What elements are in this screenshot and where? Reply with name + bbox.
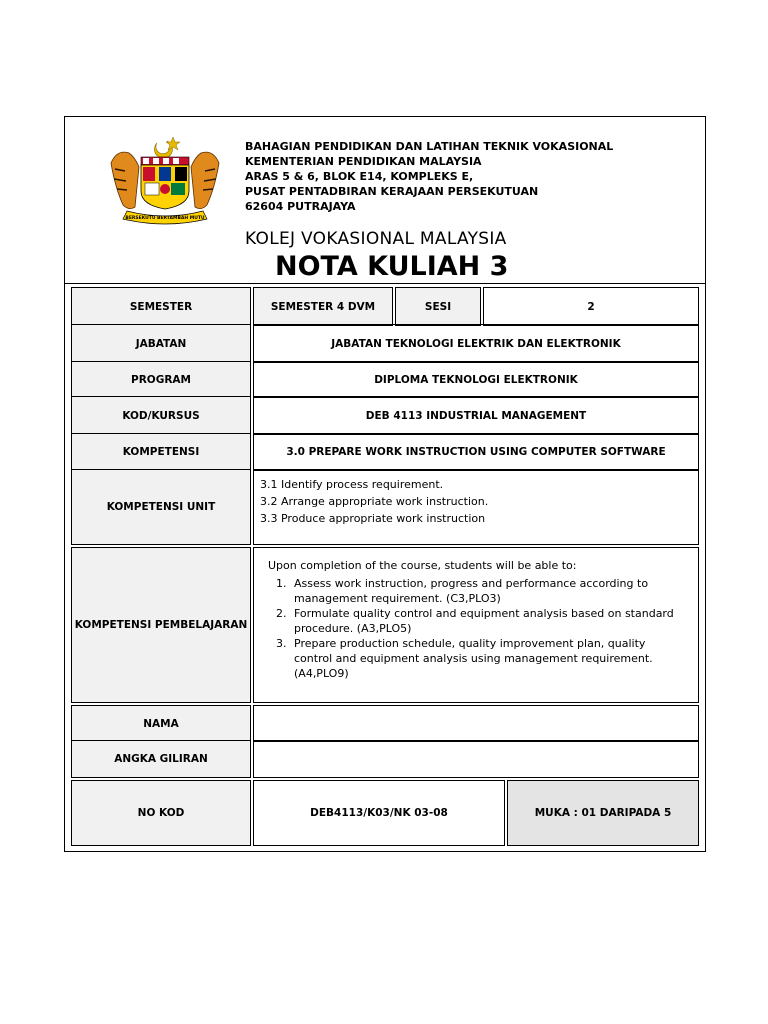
kompetensi-unit-label: KOMPETENSI UNIT <box>71 469 251 545</box>
learning-intro: Upon completion of the course, students will be able to: <box>268 559 577 572</box>
angka-giliran-field <box>253 740 699 778</box>
jabatan-label: JABATAN <box>71 324 251 363</box>
jabatan-row <box>65 324 705 363</box>
kompetensi-unit-row <box>65 469 705 545</box>
sesi-label: SESI <box>395 287 481 326</box>
kompetensi-value: 3.0 PREPARE WORK INSTRUCTION USING COMPUTER SOFTWARE <box>253 433 699 471</box>
no-kod-label: NO KOD <box>71 780 251 846</box>
address-line: KEMENTERIAN PENDIDIKAN MALAYSIA <box>245 155 482 168</box>
learning-outcome-list <box>268 576 682 681</box>
document-header <box>65 117 705 284</box>
kompetensi-pembelajaran-label: KOMPETENSI PEMBELAJARAN <box>71 547 251 703</box>
list-item: 1. Assess work instruction, progress and performance according to management requirement. (C3,PLO3) <box>290 576 682 606</box>
program-value: DIPLOMA TEKNOLOGI ELEKTRONIK <box>253 361 699 398</box>
page-indicator: MUKA : 01 DARIPADA 5 <box>507 780 699 846</box>
list-item: 2. Formulate quality control and equipment analysis based on standard procedure. (A3,PLO5) <box>290 606 682 636</box>
jabatan-value: JABATAN TEKNOLOGI ELEKTRIK DAN ELEKTRONIK <box>253 324 699 363</box>
nama-row <box>65 705 705 742</box>
semester-value: SEMESTER 4 DVM <box>253 287 393 326</box>
address-line: PUSAT PENTADBIRAN KERAJAAN PERSEKUTUAN <box>245 185 539 198</box>
no-kod-value: DEB4113/K03/NK 03-08 <box>253 780 505 846</box>
kod-kursus-row <box>65 396 705 435</box>
college-name: KOLEJ VOKASIONAL MALAYSIA <box>245 229 507 249</box>
kompetensi-pembelajaran-row <box>65 547 705 703</box>
kod-kursus-value: DEB 4113 INDUSTRIAL MANAGEMENT <box>253 396 699 435</box>
kod-kursus-label: KOD/KURSUS <box>71 396 251 435</box>
ministry-address <box>245 139 613 214</box>
lecture-note-cover <box>64 116 706 852</box>
coat-of-arms-logo <box>105 133 225 225</box>
kompetensi-row <box>65 433 705 471</box>
sesi-value: 2 <box>483 287 699 326</box>
address-line: 62604 PUTRAJAYA <box>245 200 356 213</box>
crest-motto: BERSEKUTU BERTAMBAH MUTU <box>125 216 205 221</box>
semester-label: SEMESTER <box>71 287 251 326</box>
kompetensi-label: KOMPETENSI <box>71 433 251 471</box>
no-kod-row <box>65 780 705 846</box>
list-item: 3.3 Produce appropriate work instruction <box>260 512 486 525</box>
angka-giliran-row <box>65 740 705 778</box>
list-item: 3. Prepare production schedule, quality improvement plan, quality control and equipment analysis using management requirement. (A4,PLO9) <box>290 636 682 681</box>
semester-row <box>65 287 705 326</box>
document-title: NOTA KULIAH 3 <box>275 251 509 282</box>
learning-outcomes <box>253 547 699 703</box>
list-item: 3.1 Identify process requirement. <box>260 478 444 491</box>
nama-field <box>253 705 699 742</box>
program-label: PROGRAM <box>71 361 251 398</box>
program-row <box>65 361 705 398</box>
angka-giliran-label: ANGKA GILIRAN <box>71 740 251 778</box>
address-line: ARAS 5 & 6, BLOK E14, KOMPLEKS E, <box>245 170 474 183</box>
nama-label: NAMA <box>71 705 251 742</box>
list-item: 3.2 Arrange appropriate work instruction. <box>260 495 489 508</box>
address-line: BAHAGIAN PENDIDIKAN DAN LATIHAN TEKNIK VOKASIONAL <box>245 140 614 153</box>
kompetensi-unit-list <box>253 469 699 545</box>
